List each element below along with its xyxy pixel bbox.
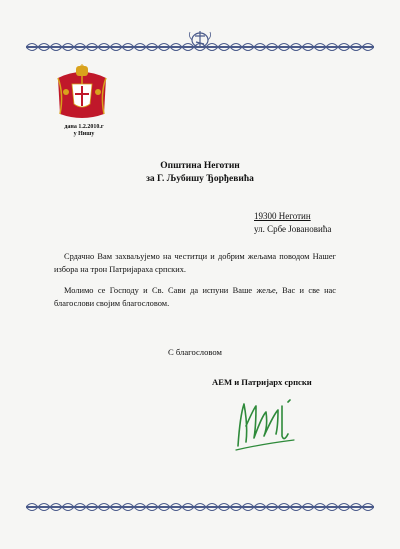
closing-text: С благословом (168, 347, 222, 357)
paragraph-2: Молимо се Господу и Св. Сави да испуни Ваше жеље, Вас и све нас благослови својим благословом. (54, 286, 336, 308)
ornamental-border-top (26, 40, 374, 54)
recipient-line-2: за Г. Љубишу Ђорђевића (146, 174, 254, 184)
letter-body (54, 250, 336, 318)
address-street: ул. Србе Јовановића (254, 224, 332, 234)
handwritten-signature (232, 396, 302, 456)
patriarchal-coat-of-arms-icon (54, 64, 110, 122)
address-block (254, 210, 331, 236)
date-block (54, 124, 114, 138)
place-line: у Нишу (73, 131, 95, 137)
signature-title: АЕМ и Патријарх српски (212, 377, 312, 387)
recipient-block (0, 160, 400, 186)
paragraph-1: Срдачно Вам захваљујемо на честитци и добрим жељама поводом Нашег избора на трон Патријараха српских. (54, 252, 336, 274)
ornamental-border-bottom (26, 500, 374, 514)
recipient-line-1: Општина Неготин (160, 161, 240, 171)
date-line: дана 1.2.2010.г (64, 124, 104, 130)
address-zip: 19300 Неготин (254, 211, 311, 221)
